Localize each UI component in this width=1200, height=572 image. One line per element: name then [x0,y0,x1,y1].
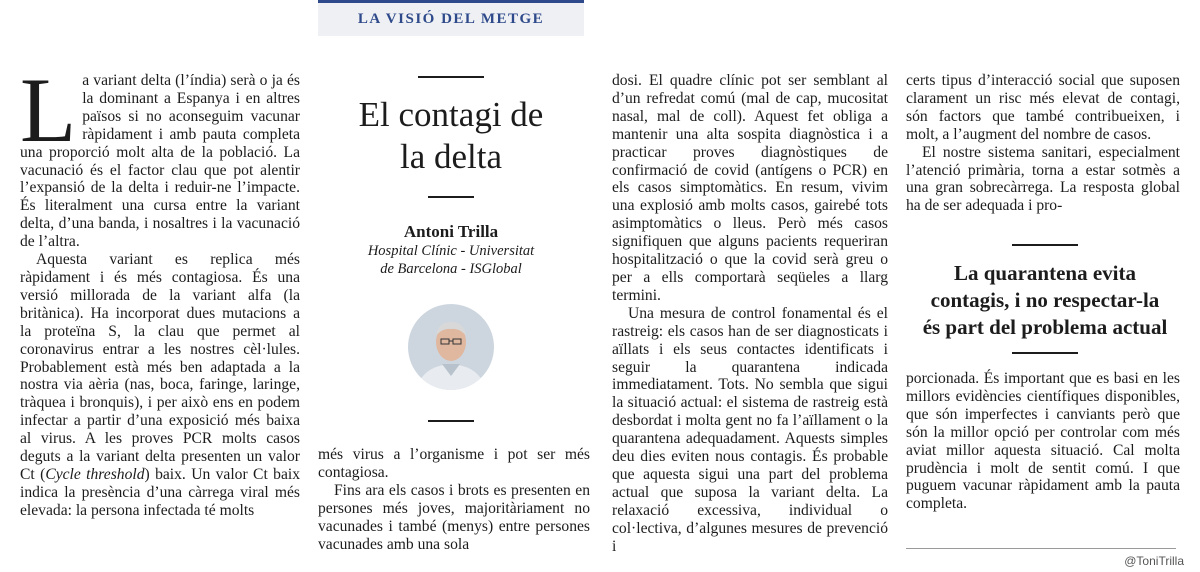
paragraph-5: dosi. El quadre clínic pot ser semblant al d’un refredat comú (mal de cap, mucositat nasal, mal de coll). Aquest fet obliga a mantenir una alta sospita diagnòstica i a practicar proves diagnòstiques de confirmació de covid (antígens o PCR) en els casos simptomàtics. En resum, vivim una explosió amb molts casos, gairebé tots asimptomàtics o lleus. Però més casos signifiquen que alguns pacients requeriran hospitalització o que la covid serà greu o per a ells comportarà seqüeles a llarg termini. [612,72,888,304]
section-header [318,0,584,36]
rule-mid [428,196,474,198]
affiliation-line-1: Hospital Clínic - Universitat [367,243,535,259]
column-3 [612,72,888,555]
column-4-continued [906,370,1180,513]
column-1 [20,59,300,520]
section-label: LA VISIÓ DEL METGE [357,11,545,27]
paragraph-1-text: a variant delta (l’índia) serà o ja és la dominant a Espanya i en altres països si no aconseguim vacunar ràpidament i amb pauta completa una proporció molt alta de la població. La vacunació és el factor clau que pot alentir l’expansió de la delta i reduir-ne l’impacte. És literalment una cursa entre la variant delta, d’una banda, i nosaltres i la vacunació de l’altra. [20,72,300,251]
twitter-handle: @ToniTrilla [1124,554,1184,568]
column-2 [318,446,590,553]
cycle-threshold-term: Cycle threshold [45,465,145,483]
headline-line-1: El contagi de [358,95,544,134]
paragraph-1 [20,59,300,251]
affiliation-line-2: de Barcelona - ISGlobal [380,261,522,277]
pull-quote-line-1: La quarantena evita [953,261,1136,285]
paragraph-2-text-b: ) baix. Un valor Ct baix indica la presència d’una càrrega viral més elevada: la persona infectada té molts [20,465,300,519]
paragraph-2-text-a: Aquesta variant es replica més ràpidament i és més contagiosa. És una versió millorada de la variant alfa (la britànica). Ha incorporat dues mutacions a la proteïna S, la clau que permet al coronavirus entrar a les nostres cèl·lules. Probablement està més ben adaptada a la nostra via aèria (nas, boca, faringe, laringe, tràquea i bronquis), i per això ens en podem infectar a partir d’una exposició més baixa al virus. A les proves PCR molts casos deguts a la variant delta presenten un valor Ct ( [20,251,300,483]
pull-quote-line-3: és part del problema actual [922,315,1168,339]
paragraph-9: porcionada. És important que es basi en les millors evidències científiques disponibles, que són imperfectes i canviants però que són la millor opció per controlar com més aviat millor aquesta situació. Cal molta prudència i molt de sentit comú. I que puguem vacunar ràpidament amb la pauta completa. [906,370,1180,513]
paragraph-6: Una mesura de control fonamental és el rastreig: els casos han de ser diagnosticats i aïllats i els seus contactes identificats i seguir la quarantena indicada immediatament. Tots. No sembla que sigui la situació actual: el sistema de rastreig està desbordat i molta gent no fa l’aïllament o la quarantena adequadament. Aquests simples deu dies eviten nous contagis. És probable que aquesta sigui una part del problema actual que suposa la variant delta. La relaxació excessiva, individual o col·lectiva, d’algunes mesures de prevenció i [612,304,888,555]
paragraph-2 [20,251,300,520]
rule-quote-bottom [1012,352,1078,354]
paragraph-8: El nostre sistema sanitari, especialment l’atenció primària, torna a estar sotmès a una gran sobrecàrrega. La resposta global ha de ser adequada i pro- [906,143,1180,215]
pull-quote [906,260,1184,341]
rule-quote-top [1012,244,1078,246]
column-4 [906,72,1180,215]
headline [318,94,584,178]
author-name: Antoni Trilla [403,222,499,241]
paragraph-7: certs tipus d’interacció social que suposen clarament un risc més elevat de contagi, són factors que també contribueixen, i molt, a l’augment del nombre de casos. [906,72,1180,143]
headline-line-2: la delta [399,137,503,176]
author-photo [408,304,494,390]
paragraph-3: més virus a l’organisme i pot ser més contagiosa. [318,446,590,481]
rule-top [418,76,484,78]
drop-cap: L [20,59,77,161]
author-affiliation [318,242,584,278]
rule-photo [428,420,474,422]
bottom-rule [906,548,1176,549]
paragraph-4: Fins ara els casos i brots es presenten en persones més joves, majoritàriament no vacunades i també (menys) entre persones vacunades amb una sola [318,481,590,553]
pull-quote-line-2: contagis, i no respectar-la [930,288,1160,312]
